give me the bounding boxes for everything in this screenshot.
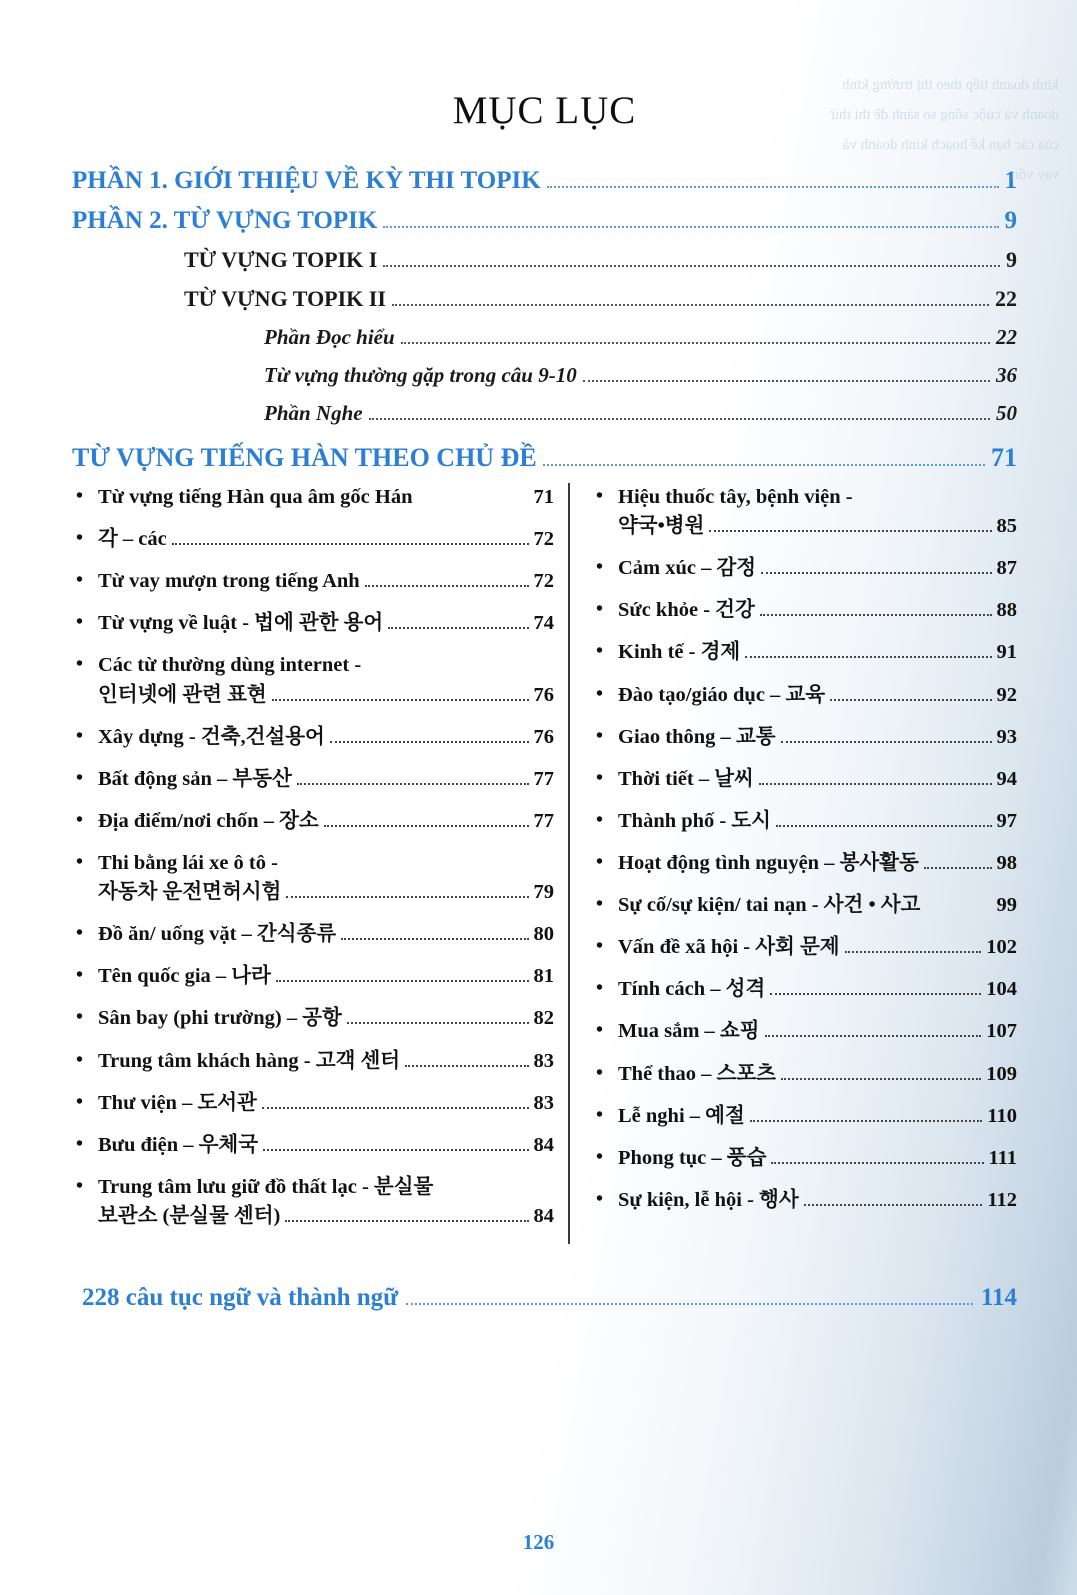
- leader-dots: [781, 740, 992, 743]
- toc-entry-page: 99: [996, 894, 1017, 917]
- list-item[interactable]: [592, 849, 1017, 878]
- toc-entry-page: 22: [995, 286, 1017, 311]
- toc-entry: [98, 849, 554, 907]
- list-item[interactable]: [592, 483, 1017, 541]
- list-item[interactable]: [592, 807, 1017, 836]
- toc-entry-page: 84: [533, 1133, 554, 1156]
- list-item[interactable]: [72, 920, 554, 949]
- toc-entry-page: 85: [996, 515, 1017, 538]
- toc-entry-page: 93: [996, 725, 1017, 748]
- toc-entry-page: 87: [996, 557, 1017, 580]
- toc-entry-page: 9: [1006, 247, 1017, 272]
- toc-entry-page: 98: [996, 851, 1017, 874]
- toc-entry-label: • Thể thao – 스포츠: [618, 1062, 776, 1085]
- toc-entry-page: 71: [533, 486, 554, 508]
- toc-entry-line2: [618, 512, 1017, 541]
- toc-entry[interactable]: [184, 286, 1017, 313]
- toc-entry-page: 110: [987, 1104, 1017, 1127]
- toc-entry: [618, 849, 1017, 878]
- toc-entry[interactable]: [264, 401, 1017, 427]
- right-toc-list: [592, 483, 1017, 1215]
- toc-entry-label: TỪ VỰNG TOPIK II: [184, 286, 386, 311]
- list-item[interactable]: [592, 554, 1017, 583]
- toc-entry[interactable]: [264, 325, 1017, 351]
- leader-dots: [770, 992, 981, 995]
- toc-entry-label: • Sức khỏe - 건강: [618, 599, 755, 622]
- toc-entry-label: • Đồ ăn/ uống vặt – 간식종류: [98, 923, 337, 946]
- toc-entry-label: Từ vựng thường gặp trong câu 9-10: [264, 363, 577, 387]
- leader-dots: [709, 529, 991, 532]
- list-item[interactable]: [592, 765, 1017, 794]
- toc-entry-label: • Từ vay mượn trong tiếng Anh: [98, 570, 360, 593]
- section-label: TỪ VỰNG TIẾNG HÀN THEO CHỦ ĐỀ: [72, 443, 537, 472]
- leader-dots: [392, 303, 989, 306]
- toc-entry: [618, 1060, 1017, 1089]
- toc-entry-label-cont: 보관소 (분실물 센터): [98, 1204, 281, 1227]
- toc-entry-label: • Từ vựng tiếng Hàn qua âm gốc Hán: [98, 486, 413, 508]
- toc-entry: [618, 1017, 1017, 1046]
- toc-entry-label: • Bất động sản – 부동산: [98, 767, 292, 790]
- leader-dots: [297, 782, 529, 785]
- leader-dots: [750, 1119, 983, 1122]
- toc-entry: [98, 567, 554, 596]
- section-page: 71: [991, 443, 1017, 472]
- leader-dots: [760, 613, 992, 616]
- leader-dots: [365, 584, 529, 587]
- toc-entry-label: • Thi bằng lái xe ô tô -: [98, 851, 278, 874]
- toc-entry-line2: [98, 681, 554, 710]
- toc-entry-page: 36: [996, 363, 1017, 387]
- toc-entry-label: • Lễ nghi – 예절: [618, 1104, 745, 1127]
- list-item[interactable]: [72, 651, 554, 709]
- toc-entry: [618, 933, 1017, 962]
- leader-dots: [276, 979, 529, 982]
- toc-entry-page: 79: [533, 881, 554, 904]
- toc-entry-page: 92: [996, 683, 1017, 706]
- toc-entry: [618, 1186, 1017, 1215]
- toc-entry-page: 77: [533, 809, 554, 832]
- toc-entry-label: • Các từ thường dùng internet -: [98, 654, 362, 677]
- top-entries-list: [72, 167, 1017, 427]
- list-item[interactable]: [72, 567, 554, 596]
- toc-entry-page: 80: [533, 923, 554, 946]
- leader-dots: [804, 1203, 983, 1206]
- toc-entry-label: • Thành phố - 도시: [618, 809, 771, 832]
- list-item[interactable]: [72, 1047, 554, 1076]
- toc-entry-label: • Cảm xúc – 감정: [618, 557, 757, 580]
- toc-entry-page: 112: [987, 1188, 1017, 1211]
- list-item[interactable]: [72, 962, 554, 991]
- page-title: MỤC LỤC: [452, 89, 637, 132]
- list-item[interactable]: [592, 975, 1017, 1004]
- toc-entry-label: • Giao thông – 교통: [618, 725, 776, 748]
- toc-entry: [98, 1047, 554, 1076]
- toc-entry-page: 94: [996, 767, 1017, 790]
- toc-entry-page: 104: [986, 978, 1017, 1001]
- toc-entry-page: 50: [996, 401, 1017, 425]
- toc-entry-label: • Thư viện – 도서관: [98, 1091, 257, 1114]
- toc-entry-label: • Hiệu thuốc tây, bệnh viện -: [618, 486, 853, 508]
- leader-dots: [547, 185, 999, 188]
- leader-dots: [771, 1161, 983, 1164]
- right-column: [570, 483, 1017, 1244]
- list-item[interactable]: [72, 849, 554, 907]
- toc-entry: [618, 1102, 1017, 1131]
- leader-dots: [405, 1064, 528, 1067]
- toc-entry-label: 228 câu tục ngữ và thành ngữ: [82, 1284, 399, 1312]
- toc-entry-page: 22: [996, 325, 1017, 349]
- toc-entry-label-cont: 약국•병원: [618, 515, 705, 538]
- toc-entry-page: 83: [533, 1091, 554, 1114]
- leader-dots: [285, 1219, 528, 1222]
- toc-entry-page: 114: [980, 1284, 1017, 1312]
- toc-entry-page: 1: [1004, 167, 1017, 194]
- toc-entry: [618, 723, 1017, 752]
- toc-entry: [98, 1131, 554, 1160]
- toc-entry: [98, 483, 554, 512]
- leader-dots: [761, 571, 991, 574]
- toc-entry-label: • Từ vựng về luật - 법에 관한 용어: [98, 612, 384, 635]
- list-item[interactable]: [592, 681, 1017, 710]
- toc-entry: [98, 962, 554, 991]
- toc-entry-label: TỪ VỰNG TOPIK I: [184, 247, 378, 272]
- left-toc-list: [72, 483, 554, 1231]
- leader-dots: [286, 895, 528, 898]
- leader-dots: [388, 626, 528, 629]
- toc-entry-label: • Đào tạo/giáo dục – 교육: [618, 683, 826, 706]
- leader-dots: [925, 910, 991, 911]
- toc-entry[interactable]: [72, 167, 1017, 195]
- toc-entry-line2: [98, 1202, 554, 1231]
- leader-dots: [383, 264, 1000, 267]
- leader-dots: [406, 1302, 973, 1305]
- toc-entry: [98, 765, 554, 794]
- toc-entry-label: • Sự cố/sự kiện/ tai nạn - 사건 • 사고: [618, 894, 921, 917]
- list-item[interactable]: [592, 596, 1017, 625]
- toc-entry-page: 84: [533, 1204, 554, 1227]
- toc-entry: [98, 723, 554, 752]
- leader-dots: [262, 1106, 529, 1109]
- toc-entry: [98, 1173, 554, 1231]
- toc-entry-label: Phần Nghe: [264, 401, 363, 425]
- toc-entry-page: 82: [533, 1007, 554, 1030]
- list-item[interactable]: [72, 765, 554, 794]
- toc-entry-label-cont: 자동차 운전면허시험: [98, 881, 282, 904]
- list-item[interactable]: [72, 1131, 554, 1160]
- bleed-through-text: kinh doanh tiếp theo thị trường kinh doanh và cuộc sống so sánh đề thi thử của các bạn kế hoạch kinh doanh và vay vốn: [830, 77, 1059, 183]
- toc-entry[interactable]: [72, 207, 1017, 235]
- toc-entry-label: • Hoạt động tình nguyện – 봉사활동: [618, 851, 919, 874]
- toc-entry-page: 76: [533, 683, 554, 706]
- list-item[interactable]: [592, 891, 1017, 920]
- toc-entry-label: • Trung tâm lưu giữ đồ thất lạc - 분실물: [98, 1175, 434, 1198]
- toc-entry-page: 74: [533, 612, 554, 635]
- toc-entry-label: PHẦN 1. GIỚI THIỆU VỀ KỲ THI TOPIK: [72, 167, 541, 194]
- toc-entry-label: • Xây dựng - 건축,건설용어: [98, 725, 325, 748]
- list-item[interactable]: [72, 1173, 554, 1231]
- leader-dots: [263, 1148, 528, 1151]
- leader-dots: [383, 225, 998, 228]
- leader-dots: [324, 824, 529, 827]
- toc-entry-label: • 각 – các: [98, 528, 167, 551]
- toc-entry-page: 9: [1004, 207, 1017, 234]
- toc-entry-page: 72: [533, 570, 554, 593]
- toc-entry-label: • Mua sắm – 쇼핑: [618, 1020, 760, 1043]
- list-item[interactable]: [72, 525, 554, 554]
- leader-dots: [341, 937, 528, 940]
- toc-entry-page: 111: [988, 1146, 1017, 1169]
- toc-entry-label-cont: 인터넷에 관련 표현: [98, 683, 267, 706]
- toc-entry-page: 77: [533, 767, 554, 790]
- toc-entry-label: • Sự kiện, lễ hội - 행사: [618, 1188, 799, 1211]
- leader-dots: [347, 1021, 529, 1024]
- leader-dots: [272, 698, 529, 701]
- list-item[interactable]: [592, 638, 1017, 667]
- toc-entry: [98, 920, 554, 949]
- list-item[interactable]: [592, 1186, 1017, 1215]
- toc-entry-page: 83: [533, 1049, 554, 1072]
- toc-entry-page: 76: [533, 725, 554, 748]
- leader-dots: [172, 542, 529, 545]
- leader-dots: [776, 824, 992, 827]
- leader-dots: [543, 463, 985, 466]
- toc-entry-page: 91: [996, 641, 1017, 664]
- toc-entry-label: • Thời tiết – 날씨: [618, 767, 754, 790]
- page-number: 126: [522, 1530, 555, 1554]
- list-item[interactable]: [592, 933, 1017, 962]
- toc-entry: [618, 596, 1017, 625]
- toc-entry: [98, 651, 554, 709]
- toc-entry: [98, 609, 554, 638]
- list-item[interactable]: [592, 1144, 1017, 1173]
- leader-dots: [418, 502, 529, 503]
- toc-entry-page: 109: [986, 1062, 1017, 1085]
- two-column-list: [72, 483, 1017, 1244]
- toc-entry-label: • Kinh tế - 경제: [618, 641, 741, 664]
- toc-entry: [618, 483, 1017, 541]
- list-item[interactable]: [72, 609, 554, 638]
- list-item[interactable]: [72, 723, 554, 752]
- toc-entry-page: 97: [996, 809, 1017, 832]
- toc-entry-label: • Tính cách – 성격: [618, 978, 766, 1001]
- toc-entry: [98, 525, 554, 554]
- toc-entry: [618, 765, 1017, 794]
- toc-entry-line2: [98, 878, 554, 907]
- list-item[interactable]: [592, 1102, 1017, 1131]
- toc-entry-page: 72: [533, 528, 554, 551]
- toc-entry-label: PHẦN 2. TỪ VỰNG TOPIK: [72, 207, 378, 234]
- leader-dots: [745, 655, 991, 658]
- toc-entry: [98, 807, 554, 836]
- toc-entry-label: • Địa điểm/nơi chốn – 장소: [98, 809, 319, 832]
- toc-entry: [618, 681, 1017, 710]
- toc-entry: [618, 975, 1017, 1004]
- list-item[interactable]: [72, 807, 554, 836]
- toc-entry-label: Phần Đọc hiểu: [264, 325, 395, 349]
- leader-dots: [583, 379, 990, 382]
- toc-entry-final[interactable]: [72, 1284, 1017, 1312]
- toc-entry: [618, 891, 1017, 920]
- toc-entry: [618, 554, 1017, 583]
- leader-dots: [759, 782, 992, 785]
- leader-dots: [924, 866, 992, 869]
- toc-entry-label: • Bưu điện – 우체국: [98, 1133, 259, 1156]
- toc-entry-label: • Sân bay (phi trường) – 공항: [98, 1007, 342, 1030]
- list-item[interactable]: [72, 483, 554, 512]
- leader-dots: [845, 950, 982, 953]
- toc-entry-page: 81: [533, 965, 554, 988]
- leader-dots: [401, 341, 990, 344]
- leader-dots: [765, 1034, 982, 1037]
- leader-dots: [830, 698, 991, 701]
- toc-entry: [618, 1144, 1017, 1173]
- list-item[interactable]: [592, 1017, 1017, 1046]
- toc-entry: [618, 638, 1017, 667]
- toc-entry-page: 88: [996, 599, 1017, 622]
- leader-dots: [781, 1077, 981, 1080]
- toc-entry-label: • Trung tâm khách hàng - 고객 센터: [98, 1049, 401, 1072]
- leader-dots: [369, 417, 990, 420]
- toc-entry-label: • Vấn đề xã hội - 사회 문제: [618, 936, 840, 959]
- toc-entry[interactable]: [184, 247, 1017, 274]
- leader-dots: [330, 740, 529, 743]
- list-item[interactable]: [72, 1089, 554, 1118]
- left-column: [72, 483, 570, 1244]
- toc-entry-label: • Tên quốc gia – 나라: [98, 965, 271, 988]
- toc-entry-page: 107: [986, 1020, 1017, 1043]
- list-item[interactable]: [592, 723, 1017, 752]
- toc-entry: [98, 1089, 554, 1118]
- toc-entry: [98, 1004, 554, 1033]
- toc-entry[interactable]: [264, 363, 1017, 389]
- toc-entry: [618, 807, 1017, 836]
- toc-entry-label: • Phong tục – 풍습: [618, 1146, 767, 1169]
- list-item[interactable]: [592, 1060, 1017, 1089]
- toc-entry-page: 102: [986, 936, 1017, 959]
- toc-section-heading[interactable]: [72, 443, 1017, 473]
- list-item[interactable]: [72, 1004, 554, 1033]
